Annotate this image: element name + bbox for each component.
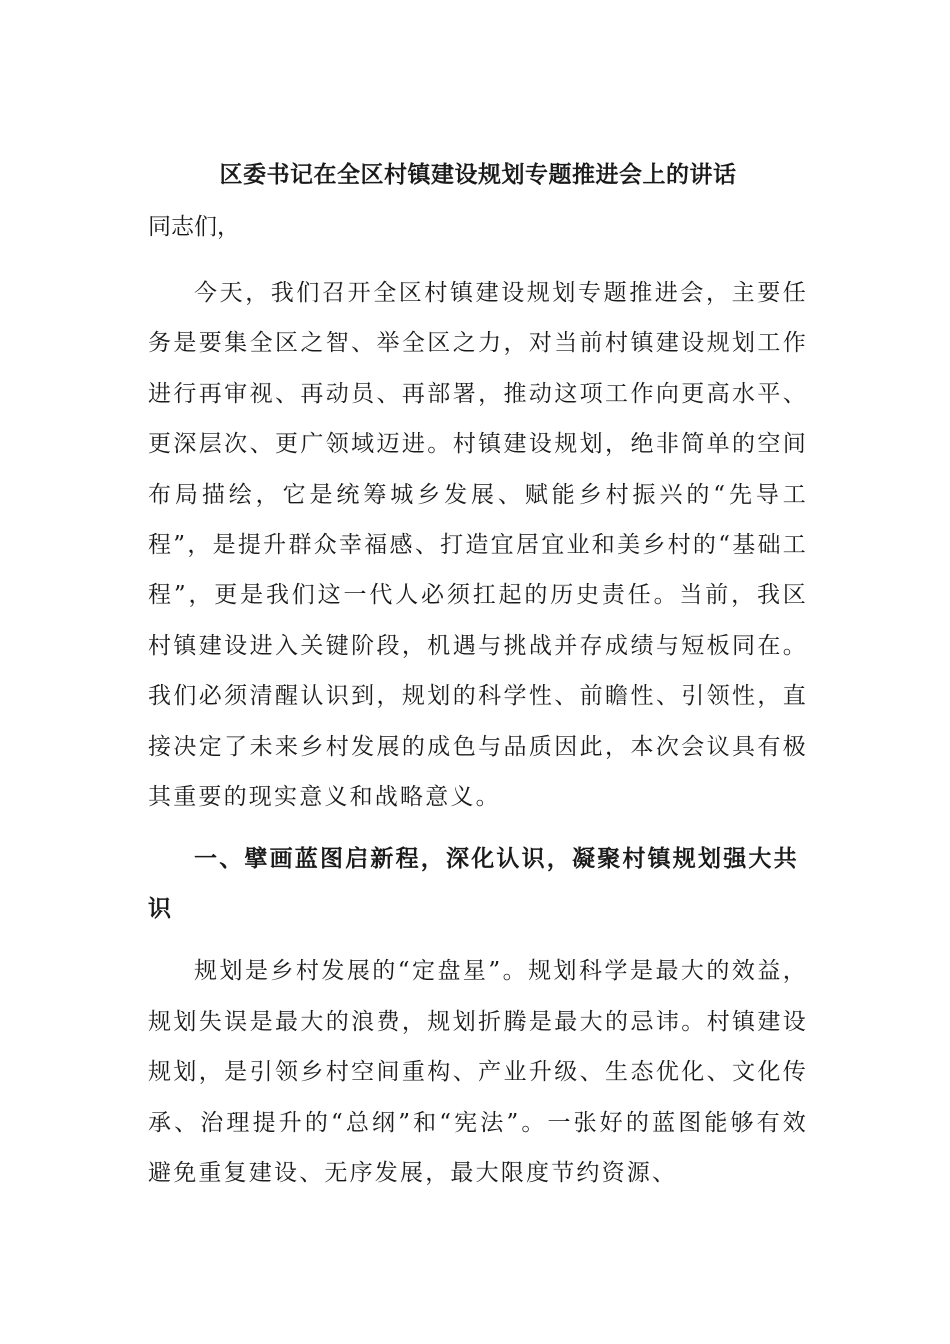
section-heading-1: 一、擘画蓝图启新程，深化认识，凝聚村镇规划强大共识 [148, 846, 799, 923]
document-body [148, 156, 808, 1211]
intro-paragraph: 今天，我们召开全区村镇建设规划专题推进会，主要任务是要集全区之智、举全区之力，对当前村镇建设规划工作进行再审视、再动员、再部署，推动这项工作向更高水平、更深层次、更广领域迈进。村镇建设规划，绝非简单的空间布局描绘，它是统筹城乡发展、赋能乡村振兴的“先导工程”，是提升群众幸福感、打造宜居宜业和美乡村的“基础工程”，更是我们这一代人必须扛起的历史责任。当前，我区村镇建设进入关键阶段，机遇与挑战并存成绩与短板同在。我们必须清醒认识到，规划的科学性、前瞻性、引领性，直接决定了未来乡村发展的成色与品质因此，本次会议具有极其重要的现实意义和战略意义。 [148, 280, 808, 811]
document-title: 区委书记在全区村镇建设规划专题推进会上的讲话 [219, 162, 737, 188]
section-1-paragraph: 规划是乡村发展的“定盘星”。规划科学是最大的效益，规划失误是最大的浪费，规划折腾是最大的忌讳。村镇建设规划，是引领乡村空间重构、产业升级、生态优化、文化传承、治理提升的“总纲”和“宪法”。一张好的蓝图能够有效避免重复建设、无序发展，最大限度节约资源、 [148, 958, 808, 1187]
salutation: 同志们， [148, 214, 240, 240]
